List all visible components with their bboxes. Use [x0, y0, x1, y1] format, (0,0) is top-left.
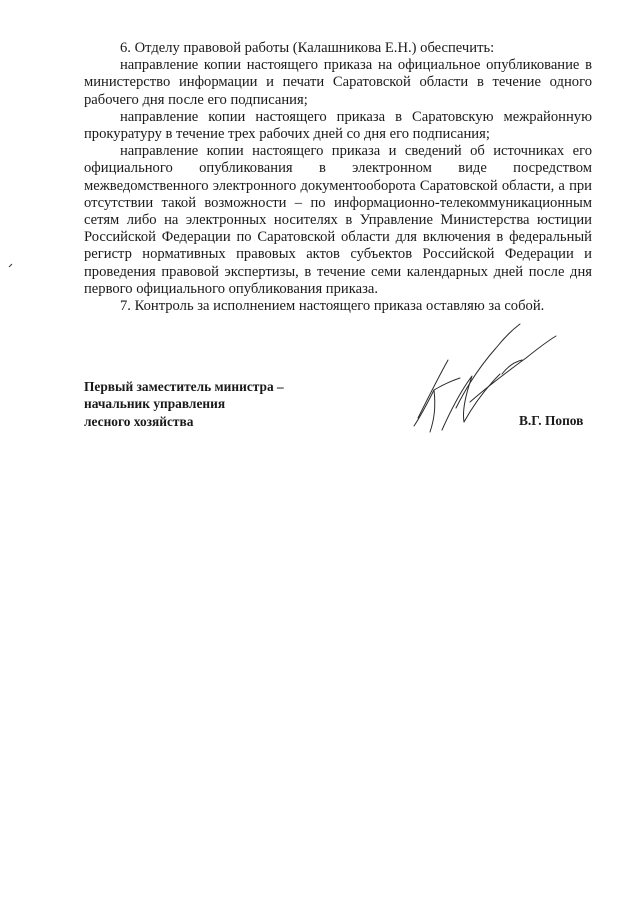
position-line-1: Первый заместитель министра – — [84, 379, 284, 394]
position-line-2: начальник управления — [84, 396, 226, 412]
signer-name: В.Г. Попов — [519, 413, 584, 428]
margin-dot-mark — [8, 262, 14, 268]
paragraph-item-6: 6. Отделу правовой работы (Калашникова Е.Н.) обеспечить: — [120, 40, 495, 56]
signatory-position — [84, 378, 284, 430]
document-body — [84, 40, 592, 315]
position-line-3: лесного хозяйства — [84, 413, 194, 429]
paragraph-registry: направление копии настоящего приказа и сведений об источниках его официального опубликования в электронном виде посредством межведомственного электронного документооборота Саратовской области, а при отсутствии такой возможности – по информационно-телекоммуникационным сетям либо на электронных носителях в Управление Министерства юстиции Российской Федерации по Саратовской области для включения в федеральный регистр нормативных правовых актов субъектов Российской Федерации и проведения правовой экспертизы, в течение семи календарных дней после дня первого официального опубликования приказа. — [84, 143, 592, 297]
paragraph-prosecutor: направление копии настоящего приказа в Саратовскую межрайонную прокуратуру в течение трех рабочих дней со дня его подписания; — [84, 108, 592, 143]
paragraph-publication: направление копии настоящего приказа на официальное опубликование в министерство информации и печати Саратовской области в течение одного рабочего дня после его подписания; — [84, 57, 592, 108]
paragraph-item-7: 7. Контроль за исполнением настоящего приказа оставляю за собой. — [120, 298, 545, 315]
